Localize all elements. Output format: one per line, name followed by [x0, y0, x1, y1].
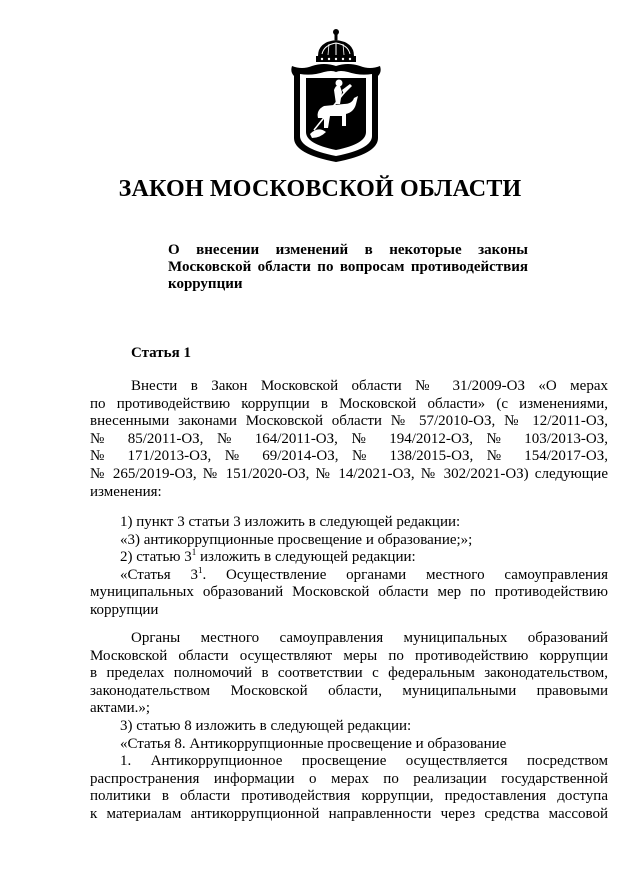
text-line: к материалам антикоррупционной направленности через средства массовой — [90, 805, 608, 822]
amendment-item-1: 1) пункт 3 статьи 3 изложить в следующей редакции: — [120, 514, 461, 530]
subject-line: коррупции — [168, 276, 243, 292]
law-subject — [168, 242, 528, 293]
coat-of-arms-emblem — [284, 26, 388, 164]
subject-line: Московской области по вопросам противодействия — [168, 259, 528, 275]
amendment-item-2: 2) статью $3^1$ изложить в следующей редакции: — [120, 547, 416, 566]
text-line: Внести в Закон Московской области № 31/2009-ОЗ «О мерах — [131, 378, 608, 394]
text-line: 1. Антикоррупционное просвещение осуществляется посредством — [120, 753, 608, 770]
law-title: ЗАКОН МОСКОВСКОЙ ОБЛАСТИ — [118, 176, 522, 202]
text-line: актами.»; — [90, 700, 151, 717]
text-line: по противодействию коррупции в Московской области» (с изменениями, — [90, 395, 608, 412]
text-line: № 171/2013-ОЗ, № 69/2014-ОЗ, № 138/2015-ОЗ, № 154/2017-ОЗ, — [90, 448, 608, 465]
article-heading: Статья 1 — [131, 345, 191, 361]
text-line: № 85/2011-ОЗ, № 164/2011-ОЗ, № 194/2012-ОЗ, № 103/2013-ОЗ, — [90, 430, 608, 447]
intro-paragraph — [90, 378, 608, 501]
amendments-list — [90, 514, 608, 620]
text-line: Органы местного самоуправления муниципальных образований — [131, 630, 608, 646]
amendment-quote: «3) антикоррупционные просвещение и образование;»; — [120, 531, 473, 548]
text-line: № 265/2019-ОЗ, № 151/2020-ОЗ, № 14/2021-ОЗ, № 302/2021-ОЗ) следующие — [90, 465, 608, 482]
text-line: внесенными законами Московской области № 57/2010-ОЗ, № 12/2011-ОЗ, — [90, 413, 608, 430]
organs-paragraph — [90, 630, 608, 718]
crown-icon — [316, 29, 356, 62]
article-8-title: «Статья 8. Антикоррупционные просвещение и образование — [120, 735, 507, 752]
text-line: Московской области осуществляют меры по противодействию коррупции — [90, 647, 608, 664]
text-line: политики в области противодействия коррупции, предоставления доступа — [90, 788, 608, 805]
text-line: муниципальных образований Московской области мер по противодействию — [90, 584, 608, 601]
amendment-item-3: 3) статью 8 изложить в следующей редакции: — [120, 718, 412, 734]
text-line: изменения: — [90, 483, 162, 500]
subject-line: О внесении изменений в некоторые законы — [168, 242, 528, 258]
text-line: распространения информации о мерах по реализации государственной — [90, 770, 608, 787]
text-line: законодательством Московской области, муниципальными правовыми — [90, 682, 608, 699]
article-8-section — [90, 718, 608, 824]
article-3-1-title: «Статья $3^1$. Осуществление органами местного самоуправления — [120, 566, 608, 583]
text-line: в пределах полномочий в соответствии с федеральным законодательством, — [90, 665, 608, 682]
text-line: коррупции — [90, 601, 159, 618]
